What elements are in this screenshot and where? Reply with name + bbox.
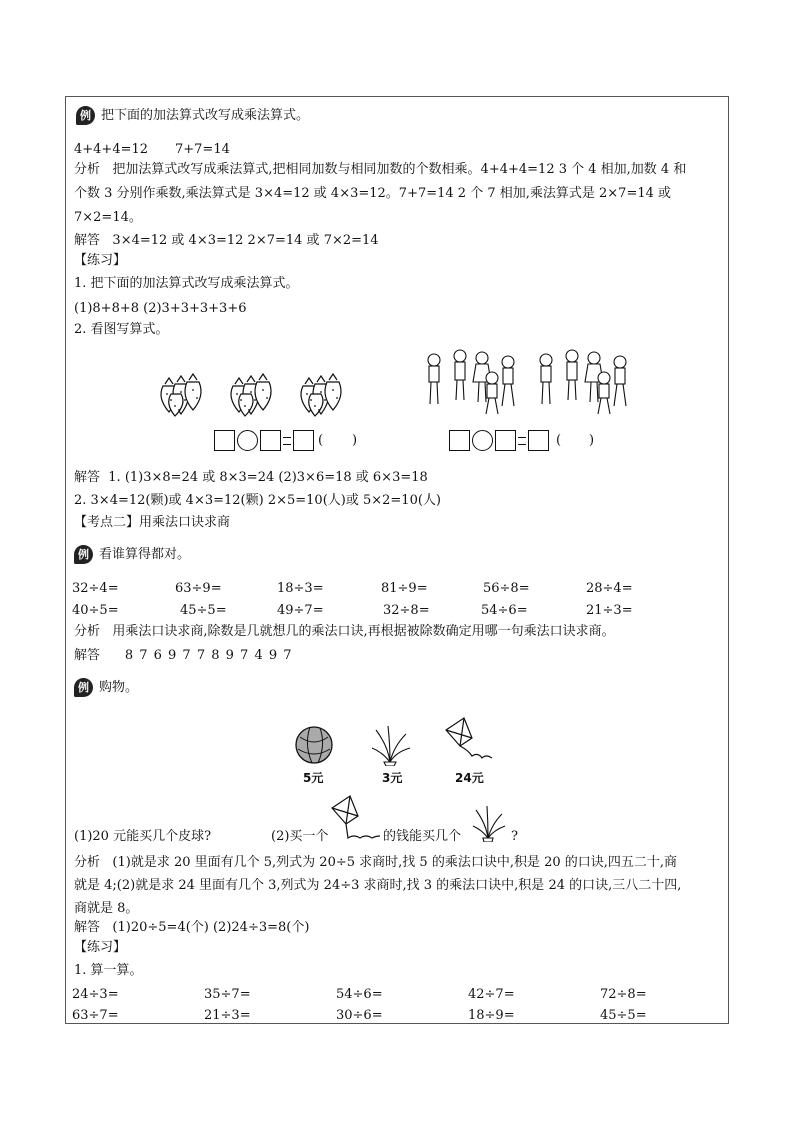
practice-1-question-1: 1. 把下面的加法算式改写成乘法算式。 (74, 276, 299, 291)
practice-1-question-2: 2. 看图写算式。 (74, 322, 169, 337)
example-1-heading (76, 106, 309, 125)
example-1-problem-b: 7+7=14 (175, 142, 230, 157)
example-3-question-1: (1)20 元能买几个皮球? (74, 829, 212, 844)
strawberries-illustration (155, 372, 355, 418)
example-1-problem-a: 4+4+4=12 (74, 142, 149, 157)
answer-label: 解答 (74, 920, 101, 935)
division-problem: 40÷5= (72, 603, 119, 618)
division-problem: 63÷9= (175, 581, 222, 596)
example-1-analysis-line-2: 个数 3 分别作乘数,乘法算式是 3×4=12 或 4×3=12。7+7=14 2 个 7 相加,乘法算式是 2×7=14 或 (74, 186, 672, 201)
division-problem: 21÷3= (586, 603, 633, 618)
example-1-title: 把下面的加法算式改写成乘法算式。 (101, 108, 310, 123)
division-problem: 49÷7= (277, 603, 324, 618)
division-problem: 72÷8= (600, 987, 647, 1002)
division-problem: 32÷8= (383, 603, 430, 618)
practice-1-answer-line-1 (74, 470, 428, 486)
price-ball: 5元 (303, 771, 324, 785)
answer-text: 8 7 6 9 7 7 8 9 7 4 9 7 (124, 648, 292, 663)
example-2-analysis (74, 624, 615, 640)
blank-box[interactable] (214, 430, 235, 451)
kite-icon (444, 716, 494, 764)
division-problem: 56÷8= (483, 581, 530, 596)
analysis-text: 用乘法口诀求商,除数是几就想几的乘法口诀,再根据被除数确定用哪一句乘法口诀求商。 (112, 624, 615, 639)
equals-sign (283, 437, 291, 445)
division-problem: 54÷6= (481, 603, 528, 618)
price-kite: 24元 (455, 771, 484, 785)
answer-label: 解答 (74, 233, 101, 248)
children-group-2 (540, 350, 626, 414)
example-1-answer (74, 233, 379, 249)
example-2-answer (74, 648, 292, 664)
kite-icon (330, 794, 382, 842)
children-group-1 (428, 350, 514, 414)
example-1-analysis-line-3: 7×2=14。 (74, 210, 142, 225)
example-badge-icon: 例 (74, 545, 93, 564)
division-problem: 18÷9= (468, 1008, 515, 1023)
unit-paren-close: ) (352, 433, 358, 448)
analysis-label: 分析 (74, 162, 101, 177)
practice-2-question-1: 1. 算一算。 (74, 963, 143, 978)
unit-paren-open: ( (318, 433, 324, 448)
answer-text: 1. (1)3×8=24 或 8×3=24 (2)3×6=18 或 6×3=18 (108, 470, 428, 485)
division-problem: 81÷9= (381, 581, 428, 596)
operator-circle[interactable] (472, 430, 493, 451)
example-badge-icon: 例 (74, 678, 93, 697)
practice-1-answer-line-2: 2. 3×4=12(颗)或 4×3=12(颗) 2×5=10(人)或 5×2=10(人) (74, 493, 441, 508)
example-3-analysis-line-1 (74, 855, 677, 871)
example-3-question-2-part-b: 的钱能买几个 (383, 829, 462, 844)
division-problem: 42÷7= (468, 987, 515, 1002)
practice-1-question-1-items: (1)8+8+8 (2)3+3+3+3+6 (74, 301, 247, 316)
blank-box[interactable] (449, 430, 470, 451)
answer-text: 3×4=12 或 4×3=12 2×7=14 或 7×2=14 (112, 233, 379, 248)
division-problem: 28÷4= (586, 581, 633, 596)
plant-icon (370, 722, 412, 766)
example-1-analysis-line-1 (74, 162, 686, 178)
division-problem: 30÷6= (336, 1008, 383, 1023)
answer-label: 解答 (74, 470, 101, 485)
example-3-heading (74, 678, 138, 697)
example-2-heading (74, 545, 190, 564)
division-problem: 45÷5= (600, 1008, 647, 1023)
unit-paren-close: ) (589, 433, 595, 448)
strawberry-group (161, 374, 341, 416)
example-badge-icon: 例 (76, 106, 95, 125)
equals-sign (518, 437, 526, 445)
example-3-question-2-part-a: (2)买一个 (271, 829, 329, 844)
division-problem: 54÷6= (336, 987, 383, 1002)
operator-circle[interactable] (237, 430, 258, 451)
blank-box[interactable] (528, 430, 549, 451)
example-3-answer (74, 920, 309, 936)
ball-icon (294, 725, 334, 765)
answer-text: (1)20÷5=4(个) (2)24÷3=8(个) (112, 920, 310, 935)
analysis-text: 把加法算式改写成乘法算式,把相同加数与相同加数的个数相乘。4+4+4=12 3 个 4 相加,加数 4 和 (112, 162, 687, 177)
practice-1-header: 【练习】 (74, 253, 127, 268)
division-problem: 21÷3= (204, 1008, 251, 1023)
answer-label: 解答 (74, 648, 101, 663)
division-problem: 45÷5= (180, 603, 227, 618)
example-3-analysis-line-3: 商就是 8。 (74, 901, 139, 916)
unit-paren-open: ( (556, 433, 562, 448)
blank-box[interactable] (293, 430, 314, 451)
blank-box[interactable] (260, 430, 281, 451)
analysis-label: 分析 (74, 624, 101, 639)
division-problem: 35÷7= (204, 987, 251, 1002)
practice-2-header: 【练习】 (74, 940, 127, 955)
example-3-question-2-part-c: ? (511, 829, 518, 844)
analysis-label: 分析 (74, 855, 101, 870)
division-problem: 63÷7= (72, 1008, 119, 1023)
division-problem: 18÷3= (277, 581, 324, 596)
plant-icon (472, 804, 506, 842)
price-plant: 3元 (382, 771, 403, 785)
example-2-title: 看谁算得都对。 (99, 547, 191, 562)
example-3-analysis-line-2: 就是 4;(2)就是求 24 里面有几个 3,列式为 24÷3 求商时,找 3 的乘法口诀中,积是 24 的口诀,三八二十四, (74, 878, 682, 893)
division-problem: 32÷4= (72, 581, 119, 596)
section-title-point-2: 【考点二】用乘法口诀求商 (74, 515, 231, 530)
children-illustration (420, 348, 640, 418)
division-problem: 24÷3= (72, 987, 119, 1002)
example-3-title: 购物。 (99, 680, 139, 695)
analysis-text: (1)就是求 20 里面有几个 5,列式为 20÷5 求商时,找 5 的乘法口诀中,积是 20 的口诀,四五二十,商 (112, 855, 678, 870)
blank-box[interactable] (495, 430, 516, 451)
